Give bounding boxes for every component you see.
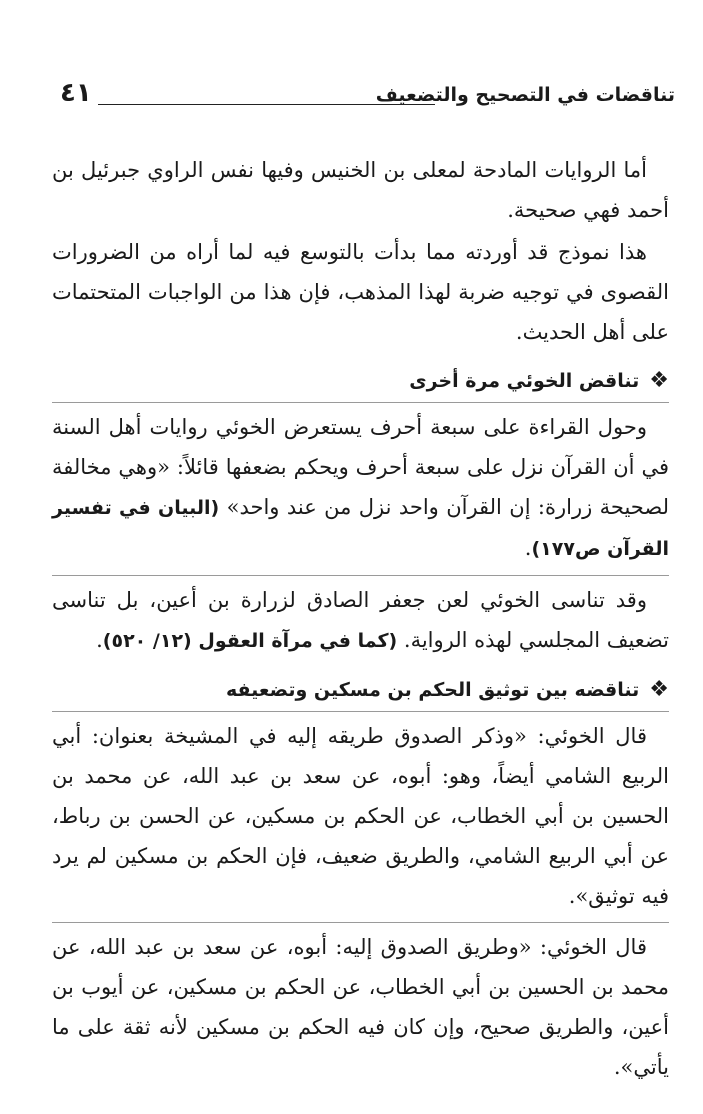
running-header	[60, 78, 675, 114]
paragraph-4-text: وقد تناسى الخوئي لعن جعفر الصادق لزرارة بن أعين، بل تناسى تضعيف المجلسي لهذه الرواية.	[52, 588, 669, 652]
paragraph-3-end: .	[524, 536, 532, 560]
paragraph-1: أما الروايات المادحة لمعلى بن الخنيس وفيها نفس الراوي جبرئيل بن أحمد فهي صحيحة.	[52, 158, 669, 222]
diamond-bullet-icon: ❖	[649, 368, 669, 393]
divider	[52, 711, 669, 712]
header-rule	[98, 104, 435, 105]
divider	[52, 922, 669, 923]
paragraph-4-reference: (كما في مرآة العقول (١٢/ ٥٢٠)	[102, 630, 398, 652]
divider	[52, 402, 669, 403]
page-body	[52, 150, 669, 1087]
paragraph-4-end: .	[96, 628, 103, 652]
paragraph-3-text: وحول القراءة على سبعة أحرف يستعرض الخوئي روايات أهل السنة في أن القرآن نزل على سبعة أحرف ويحكم بضعفها قائلاً: «وهي مخالفة لصحيحة زرارة: إن القرآن واحد نزل من عند واحد»	[52, 415, 669, 519]
section-heading-2	[52, 675, 669, 705]
section-heading-1-text: تناقض الخوئي مرة أخرى	[409, 370, 640, 392]
paragraph-3	[52, 407, 669, 569]
divider	[52, 575, 669, 576]
diamond-bullet-icon: ❖	[649, 677, 669, 702]
section-heading-1	[52, 366, 669, 396]
page-number: ٤١	[60, 78, 92, 108]
section-heading-2-text: تناقضه بين توثيق الحكم بن مسكين وتضعيفه	[225, 679, 640, 701]
paragraph-4	[52, 580, 669, 661]
paragraph-6: قال الخوئي: «وطريق الصدوق إليه: أبوه، عن سعد بن عبد الله، عن محمد بن الحسين بن أبي الخطاب، عن الحكم بن مسكين، عن أيوب بن أعين، والطريق صحيح، وإن كان فيه الحكم بن مسكين لأنه ثقة على ما يأتي».	[52, 935, 669, 1079]
paragraph-5: قال الخوئي: «وذكر الصدوق طريقه إليه في المشيخة بعنوان: أبي الربيع الشامي أيضاً، وهو: أبوه، عن سعد بن عبد الله، عن محمد بن الحسين بن أبي الخطاب، عن الحكم بن مسكين، عن الحسن بن رباط، عن أبي الربيع الشامي، والطريق ضعيف، فإن الحكم بن مسكين لم يرد فيه توثيق».	[52, 724, 669, 908]
paragraph-3-reference: (البيان في تفسير القرآن ص١٧٧)	[52, 497, 669, 560]
paragraph-2: هذا نموذج قد أوردته مما بدأت بالتوسع فيه لما أراه من الضرورات القصوى في توجيه ضربة لهذا المذهب، فإن هذا من الواجبات المتحتمات على أهل الحديث.	[52, 240, 669, 344]
running-title: تناقضات في التصحيح والتضعيف	[375, 84, 675, 106]
